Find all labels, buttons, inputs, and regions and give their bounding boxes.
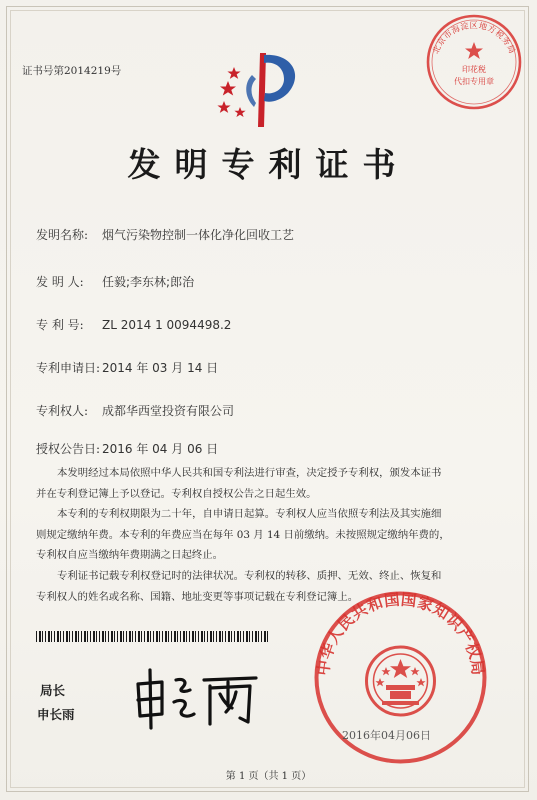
page-number: 第 1 页（共 1 页）: [225, 771, 312, 782]
field-value: ZL 2014 1 0094498.2: [102, 318, 232, 332]
field-label: 发 明 人:: [36, 275, 84, 289]
barcode: [36, 631, 270, 642]
body-line: 并在专利登记簿上予以登记。专利权自授权公告之日起生效。: [36, 487, 317, 500]
national-emblem-icon: [367, 647, 435, 715]
tax-stamp-line-2: 代扣专用章: [454, 77, 494, 86]
body-line: 本专利的专利权期限为二十年，自申请日起算。专利权人应当依照专利法及其实施细: [57, 508, 442, 521]
field-value: 2016 年 04 月 06 日: [102, 442, 219, 456]
field-grant-date: [36, 440, 218, 457]
field-patent-number: [36, 316, 231, 333]
body-line: 专利权自应当缴纳年费期满之日起终止。: [36, 549, 224, 562]
sipo-logo-icon: [214, 45, 304, 130]
body-line: 则规定缴纳年费。本专利的年费应当在每年 03 月 14 日前缴纳。未按照规定缴纳年费的，: [36, 528, 450, 541]
field-value: 成都华西堂投资有限公司: [102, 404, 235, 418]
field-patentee: [36, 402, 234, 419]
field-value: 烟气污染物控制一体化净化回收工艺: [102, 228, 295, 242]
body-line: 专利证书记载专利权登记时的法律状况。专利权的转移、质押、无效、终止、恢复和: [57, 569, 442, 582]
field-label: 授权公告日:: [36, 442, 101, 456]
body-line: 专利权人的姓名或名称、国籍、地址变更等事项记载在专利登记簿上。: [36, 590, 359, 603]
signature-image: [132, 662, 262, 732]
field-label: 专 利 号:: [36, 318, 84, 332]
tax-stamp: [420, 8, 528, 116]
director-name: 申长雨: [37, 707, 75, 722]
field-label: 专利申请日:: [36, 361, 101, 375]
certificate-title: 发明专利证书: [127, 145, 410, 184]
tax-stamp-arc-text: 北京市海淀区地方税务局: [430, 19, 518, 56]
field-application-date: [36, 359, 218, 376]
body-line: 本发明经过本局依照中华人民共和国专利法进行审查，决定授予专利权，颁发本证书: [57, 467, 442, 479]
field-inventors: [36, 273, 194, 290]
field-label: 发明名称:: [36, 228, 89, 242]
field-value: 任毅;李东林;郎治: [102, 275, 195, 289]
issue-date: 2016年04月06日: [342, 729, 431, 742]
field-value: 2014 年 03 月 14 日: [102, 361, 219, 375]
tax-stamp-line-1: 印花税: [462, 65, 486, 74]
field-invention-name: [36, 226, 294, 243]
field-label: 专利权人:: [36, 404, 89, 418]
sipo-seal-text: 中华人民共和国国家知识产权局: [313, 589, 488, 677]
director-label: 局长: [40, 683, 66, 698]
certificate-number: 证书号第2014219号: [22, 65, 122, 77]
